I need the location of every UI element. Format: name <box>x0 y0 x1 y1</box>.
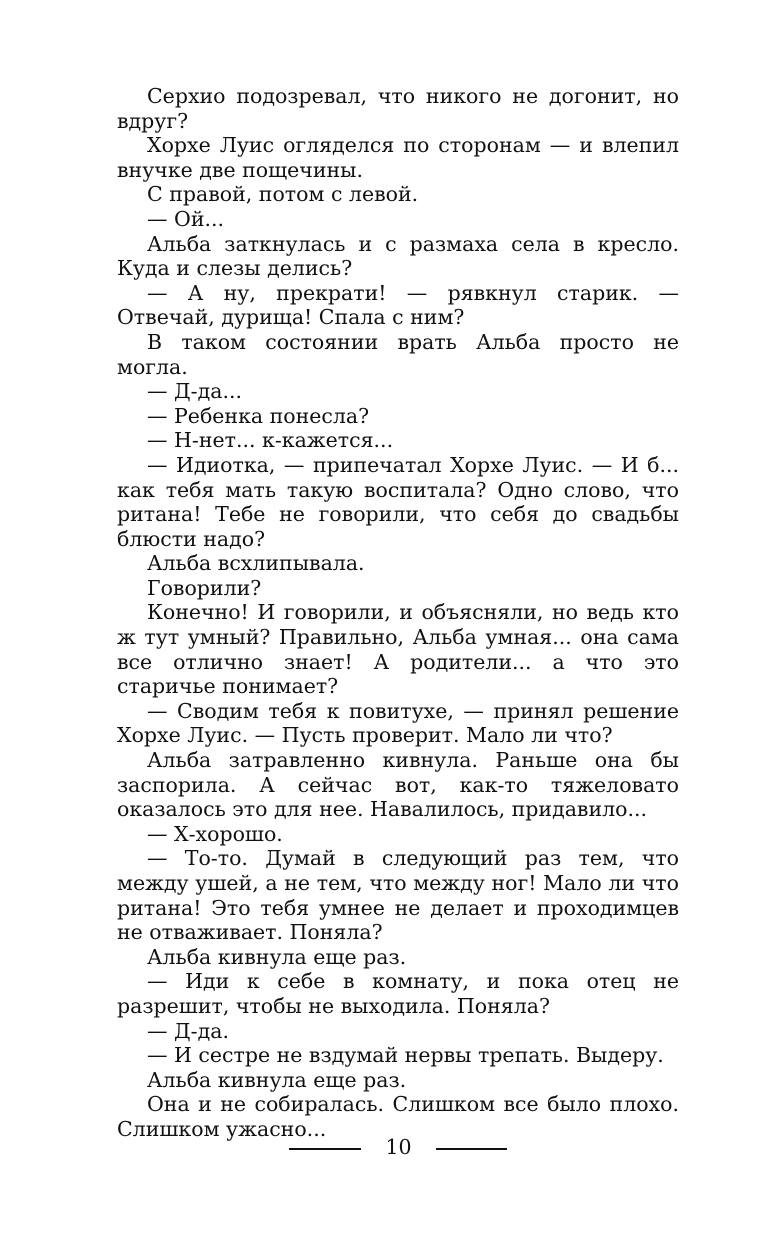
paragraph: Хорхе Луис огляделся по сторонам — и влепил внучке две пощечины. <box>117 133 679 182</box>
paragraph: — То-то. Думай в следующий раз тем, что между ушей, а не тем, что между ног! Мало ли что ритана! Это тебя умнее не делает и проходимцев не отваживает. Поняла? <box>117 846 679 945</box>
paragraph: С правой, потом с левой. <box>147 182 419 207</box>
paragraph: — Сводим тебя к повитухе, — принял решение Хорхе Луис. — Пусть проверит. Мало ли что? <box>117 698 679 748</box>
footer-rule-left <box>289 1148 361 1150</box>
footer-rule-right <box>436 1148 507 1150</box>
page-number: 10 <box>385 1135 412 1159</box>
paragraph: Альба кивнула еще раз. <box>147 944 407 969</box>
paragraph: Серхио подозревал, что никого не догонит, но вдруг? <box>117 84 679 133</box>
paragraph: — И сестре не вздумай нервы трепать. Выдеру. <box>147 1043 664 1068</box>
paragraph: — Иди к себе в комнату, и пока отец не разрешит, чтобы не выходила. Поняла? <box>117 969 679 1018</box>
paragraph: Альба заткнулась и с размаха села в кресло. Куда и слезы делись? <box>117 231 679 281</box>
paragraph: Она и не собиралась. Слишком все было плохо. Слишком ужасно... <box>117 1092 679 1141</box>
paragraph: Конечно! И говорили, и объясняли, но ведь кто ж тут умный? Правильно, Альба умная... она сама все отлично знает! А родители... а что это старичье понимает? <box>117 600 679 699</box>
paragraph: — Д-да... <box>147 379 243 404</box>
paragraph: — Х-хорошо. <box>147 821 283 846</box>
paragraph: Альба кивнула еще раз. <box>147 1067 407 1092</box>
paragraph: — Ой... <box>147 206 225 231</box>
page-footer <box>0 1134 768 1164</box>
paragraph: Говорили? <box>147 575 262 600</box>
paragraph: — Идиотка, — припечатал Хорхе Луис. — И б... как тебя мать такую воспитала? Одно слово, что ритана! Тебе не говорили, что себя до свадьбы блюсти надо? <box>117 452 679 551</box>
paragraph: Альба всхлипывала. <box>147 551 365 576</box>
paragraph: Альба затравленно кивнула. Раньше она бы заспорила. А сейчас вот, как-то тяжеловато оказалось это для нее. Навалилось, придавило... <box>117 748 679 822</box>
page-body <box>117 84 679 1142</box>
paragraph: — Д-да. <box>147 1018 229 1043</box>
paragraph: — А ну, прекрати! — рявкнул старик. — Отвечай, дурища! Спала с ним? <box>117 280 679 330</box>
paragraph: В таком состоянии врать Альба просто не могла. <box>117 329 679 379</box>
paragraph: — Н-нет... к-кажется... <box>147 428 394 453</box>
paragraph: — Ребенка понесла? <box>147 403 370 428</box>
